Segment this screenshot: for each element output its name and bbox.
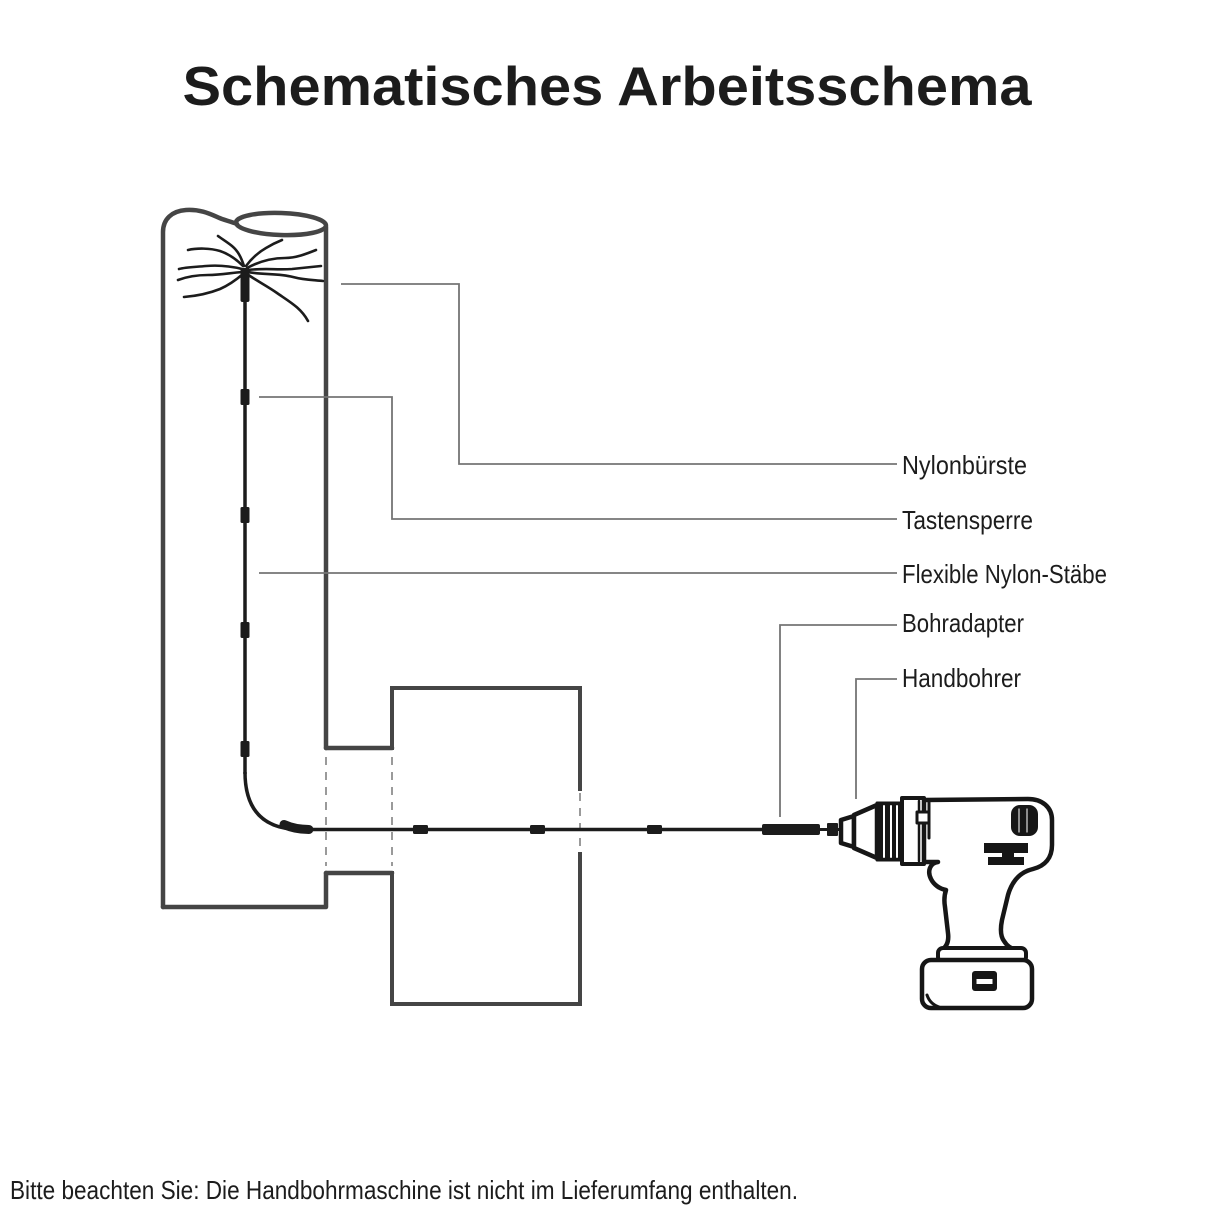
chuck-ribbed-collar xyxy=(877,803,902,860)
leader-drill-adapter xyxy=(780,625,897,817)
pipe-top-opening xyxy=(236,211,327,236)
wall-box-top xyxy=(392,688,580,789)
battery-button-slot xyxy=(977,979,993,984)
flexible-rod xyxy=(241,268,841,836)
motor-vent xyxy=(1011,805,1038,836)
clutch-collar xyxy=(902,798,924,864)
switch-bar-top xyxy=(984,843,1028,853)
drill-adapter xyxy=(762,824,820,835)
rod-bend xyxy=(245,772,300,830)
wall-box xyxy=(392,688,580,1004)
brush-stem-connector xyxy=(241,268,250,302)
chimney-pipe xyxy=(163,210,392,907)
adapter-tip xyxy=(827,823,838,836)
label-button-lock: Tastensperre xyxy=(902,505,1033,535)
leader-hand-drill xyxy=(856,679,897,799)
leader-button-lock xyxy=(259,397,897,519)
front-clip xyxy=(917,812,929,823)
label-drill-adapter: Bohradapter xyxy=(902,608,1025,638)
nylon-brush-icon xyxy=(178,236,323,321)
chuck-cone xyxy=(854,805,877,858)
pipe-bottom-edge xyxy=(163,873,326,907)
hand-drill-icon xyxy=(841,798,1052,1008)
label-hand-drill: Handbohrer xyxy=(902,663,1022,693)
part-labels xyxy=(902,450,1107,693)
rod-connector xyxy=(241,622,250,638)
label-flexible-rods: Flexible Nylon-Stäbe xyxy=(902,559,1107,589)
page-title: Schematisches Arbeitsschema xyxy=(182,55,1032,117)
pipe-left-edge xyxy=(163,210,237,907)
leader-nylon-brush xyxy=(341,284,897,464)
rod-connector xyxy=(413,825,428,834)
rod-connector xyxy=(647,825,662,834)
switch-bar-bottom xyxy=(988,857,1024,865)
rod-connector xyxy=(530,825,545,834)
rod-connector xyxy=(241,389,250,405)
rod-connector xyxy=(241,507,250,523)
label-nylon-brush: Nylonbürste xyxy=(902,450,1027,480)
rod-connector xyxy=(241,741,250,757)
wall-box-bottom xyxy=(392,854,580,1004)
hidden-edge-dashes xyxy=(326,757,580,866)
footnote: Bitte beachten Sie: Die Handbohrmaschine ist nicht im Lieferumfang enthalten. xyxy=(10,1175,798,1205)
